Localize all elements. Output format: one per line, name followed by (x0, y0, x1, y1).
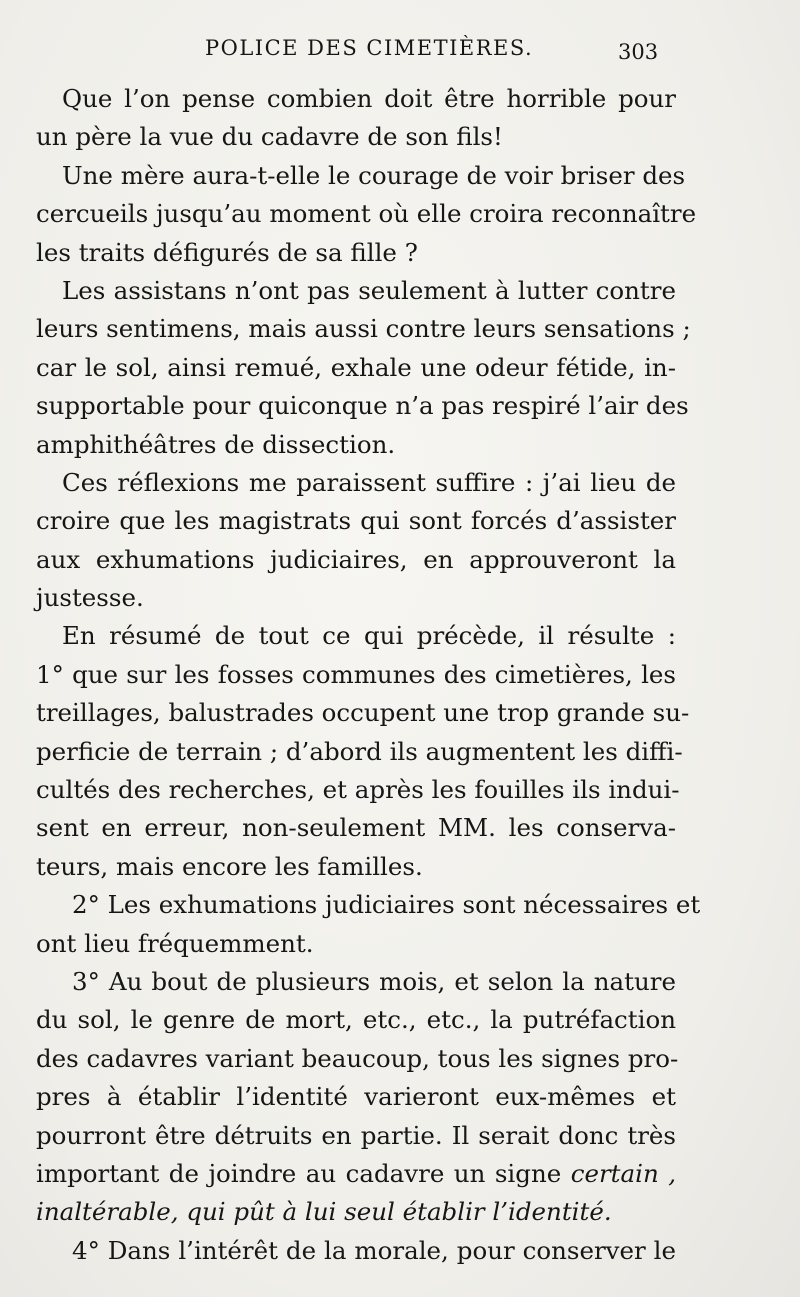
text-line: cercueils jusqu’au moment où elle croira reconnaître (36, 199, 697, 229)
text-line: pres à établir l’identité varieront eux-mêmes et (36, 1082, 676, 1112)
running-title: POLICE DES CIMETIÈRES. (205, 36, 534, 60)
running-header (0, 36, 800, 76)
text-line: pourront être détruits en partie. Il serait donc très (36, 1120, 676, 1150)
text-line: 4° Dans l’intérêt de la morale, pour conserver le (72, 1235, 676, 1265)
text-line-italic: inaltérable, qui pût à lui seul établir l’identité. (36, 1197, 612, 1227)
text-line: Que l’on pense combien doit être horrible pour (62, 84, 676, 113)
text-line: amphithéâtres de dissection. (36, 429, 396, 459)
text-line: cultés des recherches, et après les fouilles ils indui- (36, 775, 680, 805)
text-line: ont lieu fréquemment. (36, 928, 314, 958)
text-line: 3° Au bout de plusieurs mois, et selon la nature (72, 966, 676, 996)
text-line: Ces réflexions me paraissent suffire : j’ai lieu de (62, 467, 676, 497)
text-line: du sol, le genre de mort, etc., etc., la putréfaction (36, 1005, 676, 1035)
text-line: un père la vue du cadavre de son fils! (36, 122, 503, 152)
text-line: perficie de terrain ; d’abord ils augmentent les diffi- (36, 736, 683, 766)
text-line: des cadavres variant beaucoup, tous les signes pro- (36, 1043, 679, 1073)
text-line: En résumé de tout ce qui précède, il résulte : (62, 621, 676, 651)
text-line: Une mère aura-t-elle le courage de voir briser des (62, 160, 686, 190)
text-line: car le sol, ainsi remué, exhale une odeur fétide, in- (36, 352, 676, 382)
text-line (36, 1155, 676, 1193)
page-number: 303 (618, 40, 659, 64)
text-line: justesse. (36, 583, 144, 613)
text-line: sent en erreur, non-seulement MM. les conserva- (36, 813, 676, 843)
text-fragment: important de joindre au cadavre un signe (36, 1158, 562, 1188)
text-line: Les assistans n’ont pas seulement à lutter contre (62, 275, 676, 305)
text-line: aux exhumations judiciaires, en approuveront la (36, 544, 676, 574)
text-line: supportable pour quiconque n’a pas respiré l’air des (36, 391, 689, 421)
text-line: treillages, balustrades occupent une trop grande su- (36, 698, 690, 728)
body-text (36, 80, 701, 1270)
text-line: leurs sentimens, mais aussi contre leurs sensations ; (36, 314, 691, 344)
text-line: croire que les magistrats qui sont forcés d’assister (36, 506, 676, 536)
text-line: les traits défigurés de sa fille ? (36, 237, 418, 267)
italic-text: certain , (570, 1158, 677, 1188)
text-line: teurs, mais encore les familles. (36, 851, 423, 881)
text-line: 2° Les exhumations judiciaires sont nécessaires et (72, 890, 701, 920)
text-line: 1° que sur les fosses communes des cimetières, les (36, 659, 676, 689)
